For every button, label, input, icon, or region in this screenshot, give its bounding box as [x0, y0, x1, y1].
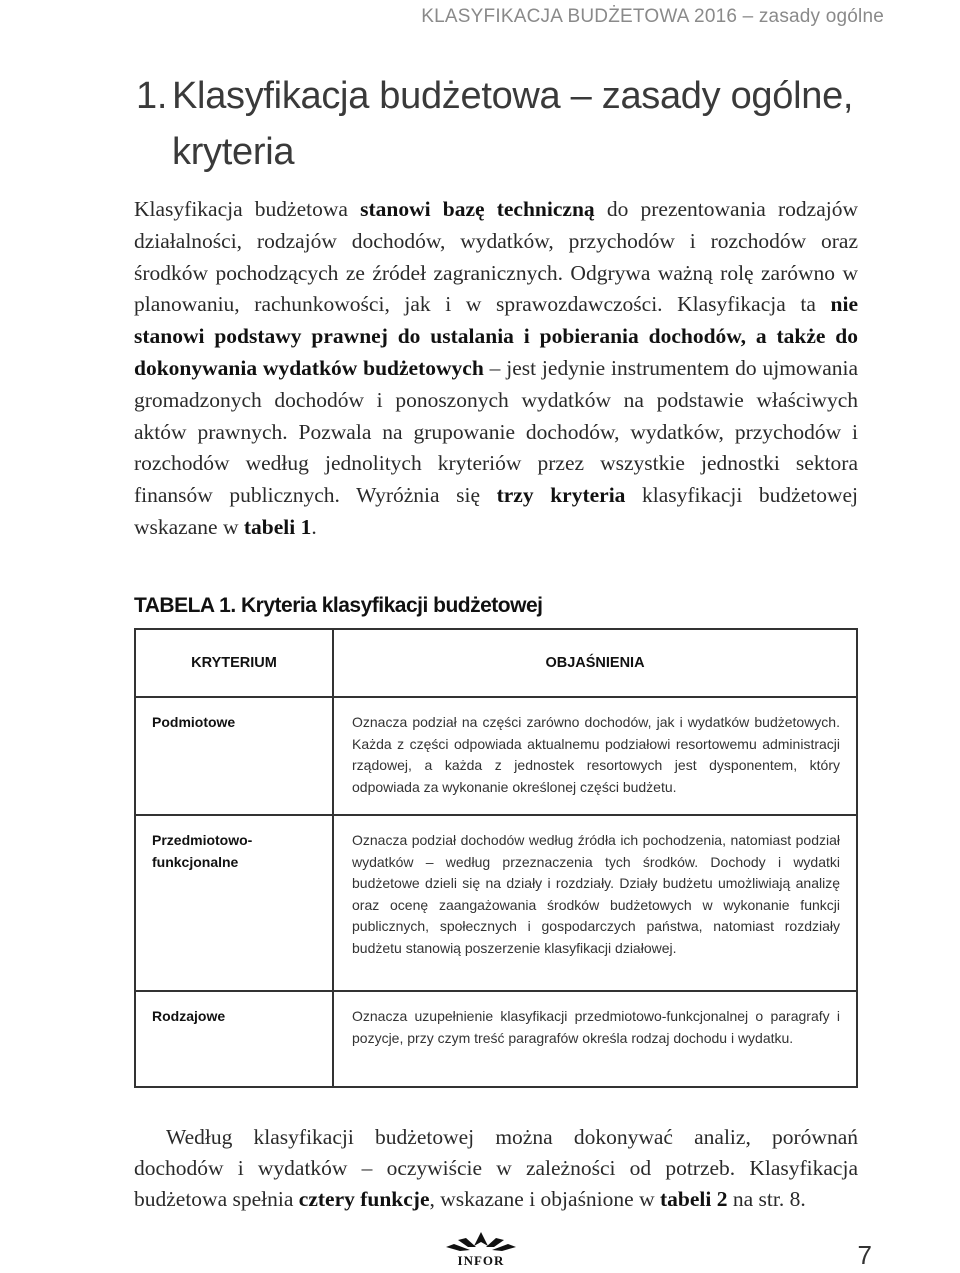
column-header-criterion: KRYTERIUM	[135, 629, 333, 697]
column-header-explanation: OBJAŚNIENIA	[333, 629, 857, 697]
criterion-cell: Podmiotowe	[135, 697, 333, 815]
chapter-number: 1.	[136, 75, 168, 117]
table-row	[135, 697, 857, 815]
explanation-cell: Oznacza podział dochodów według źródła ich pochodzenia, natomiast podział wydatków – według przeznaczenia tych środków. Dochody i wydatki budżetowe dzieli się na działy i rozdziały. Działy budżetu umożliwiają analizę oraz ocenę zaangażowania środków budżetowych w wykonanie funkcji publicznych, społecznych i gospodarczych państwa, natomiast rozdziały budżetu stanowią poszerzenie klasyfikacji działowej.	[333, 815, 857, 991]
criterion-cell: Przedmiotowo-funkcjonalne	[135, 815, 333, 991]
table-caption: TABELA 1. Kryteria klasyfikacji budżetowej	[134, 594, 543, 617]
outro-emphasis: tabeli 2	[659, 1187, 728, 1211]
infor-logo	[436, 1228, 526, 1268]
intro-text: Klasyfikacja budżetowa	[134, 197, 361, 221]
chapter-title	[136, 68, 856, 180]
intro-text: – jest jedynie instrumentem do ujmowania gromadzonych dochodów i ponoszonych wydatków na podstawie właściwych aktów prawnych. Pozwala na grupowanie dochodów, wydatków, przychodów i rozchodów według jednolitych kryteriów przez wszystkie jednostki sektora finansów publicznych. Wyróżnia się	[134, 355, 858, 508]
logo-text: INFOR	[457, 1253, 505, 1268]
outro-emphasis: cztery funkcje	[298, 1187, 430, 1211]
outro-text: , wskazane i objaśnione w	[429, 1187, 660, 1211]
chapter-title-text: Klasyfikacja budżetowa – zasady ogólne, kryteria	[172, 75, 854, 173]
intro-emphasis: tabeli 1	[243, 514, 312, 539]
table-row	[135, 815, 857, 991]
explanation-cell: Oznacza uzupełnienie klasyfikacji przedmiotowo-funkcjonalnej o paragrafy i pozycje, przy czym treść paragrafów określa rodzaj dochodu i wydatku.	[333, 991, 857, 1087]
criterion-cell: Rodzajowe	[135, 991, 333, 1087]
intro-text: klasyfikacji budżetowej wskazane w	[134, 483, 859, 539]
intro-text: .	[311, 514, 317, 539]
criteria-table	[134, 628, 858, 1088]
table-header-row	[135, 629, 857, 697]
intro-emphasis: trzy kryteria	[496, 483, 626, 508]
intro-text: do prezentowania rodzajów działalności, rodzajów dochodów, wydatków, przychodów i rozchodów oraz środków pochodzących ze źródeł zagranicznych. Odgrywa ważną rolę zarówno w planowaniu, rachunkowości, jak i w sprawozdawczości. Klasyfikacja ta	[134, 197, 859, 317]
running-header: KLASYFIKACJA BUDŻETOWA 2016 – zasady ogólne	[421, 6, 884, 27]
explanation-cell: Oznacza podział na części zarówno dochodów, jak i wydatków budżetowych. Każda z części odpowiada aktualnemu podziałowi resortowemu administracji rządowej, a każda z jednostek resortowych jest dysponentem, który odpowiada za wykonanie określonej części budżetu.	[333, 697, 857, 815]
intro-paragraph	[134, 194, 858, 544]
intro-emphasis: stanowi bazę techniczną	[360, 197, 595, 221]
outro-paragraph	[134, 1122, 858, 1215]
outro-text: na str. 8.	[727, 1187, 806, 1211]
intro-emphasis: nie stanowi podstawy prawnej do ustalania i pobierania dochodów, a także do dokonywania wydatków budżetowych	[134, 292, 858, 380]
outro-text: Według klasyfikacji budżetowej można dokonywać analiz, porównań dochodów i wydatków – oczywiście w zależności od potrzeb. Klasyfikacja budżetowa spełnia	[134, 1125, 858, 1211]
table-row	[135, 991, 857, 1087]
page-number: 7	[857, 1240, 872, 1270]
